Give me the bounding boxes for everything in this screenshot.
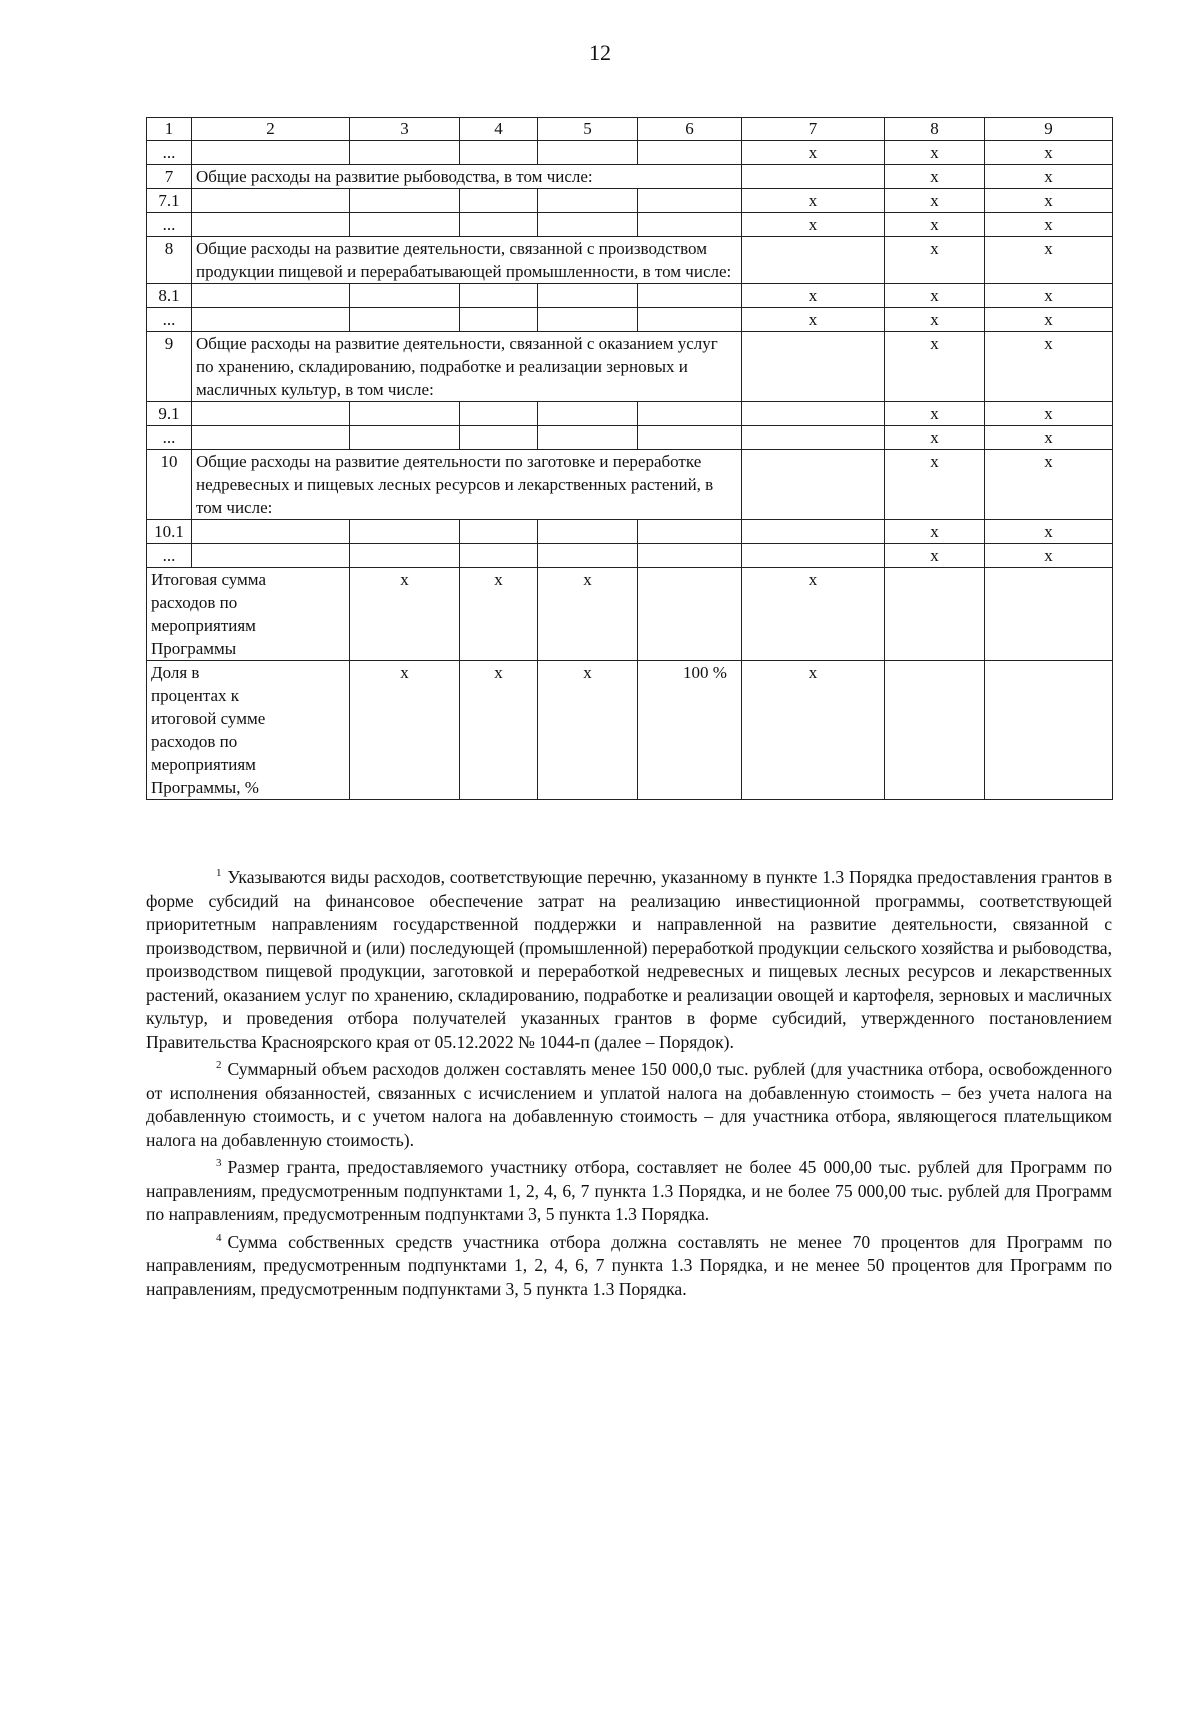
- header-cell-9: 9: [985, 118, 1113, 141]
- cell-col-8: [885, 661, 985, 800]
- cell-col-2: [192, 520, 350, 544]
- cell-col-3: x: [350, 568, 460, 661]
- cell-col-3: [350, 544, 460, 568]
- table-row: [147, 165, 1113, 189]
- table-header-row: [147, 118, 1113, 141]
- cell-col-4: x: [460, 568, 538, 661]
- row-number-cell: 10.1: [147, 520, 192, 544]
- cell-col-6: [638, 426, 742, 450]
- cell-col-7: [742, 332, 885, 402]
- row-number-cell: 9: [147, 332, 192, 402]
- cell-col-4: [460, 308, 538, 332]
- footnote-text: Сумма собственных средств участника отбора должна составлять не менее 70 процентов для Программ по направлениям, предусмотренным подпунктами 1, 2, 4, 6, 7 пункта 1.3 Порядка, и не менее 50 процентов для Программ по направлениям, предусмотренным подпунктами 3, 5 пункта 1.3 Порядка.: [146, 1231, 1112, 1299]
- cell-col-6: [638, 520, 742, 544]
- cell-col-5: x: [538, 661, 638, 800]
- cell-col-6: [638, 568, 742, 661]
- cell-col-8: x: [885, 237, 985, 284]
- cell-col-2: [192, 402, 350, 426]
- cell-col-7: x: [742, 189, 885, 213]
- cell-col-3: [350, 284, 460, 308]
- cell-col-5: [538, 544, 638, 568]
- cell-col-4: [460, 544, 538, 568]
- cell-col-4: [460, 426, 538, 450]
- cell-col-9: x: [985, 284, 1113, 308]
- cell-col-3: [350, 402, 460, 426]
- cell-col-5: [538, 213, 638, 237]
- cell-col-9: x: [985, 237, 1113, 284]
- cell-col-8: x: [885, 141, 985, 165]
- table-row: [147, 308, 1113, 332]
- cell-col-7: [742, 237, 885, 284]
- cell-col-3: [350, 426, 460, 450]
- footnote: [146, 862, 1112, 1054]
- cell-col-7: [742, 520, 885, 544]
- header-cell-7: 7: [742, 118, 885, 141]
- cell-col-9: x: [985, 402, 1113, 426]
- footnote-text: Размер гранта, предоставляемого участнику отбора, составляет не более 45 000,00 тыс. рублей для Программ по направлениям, предусмотренным подпунктами 1, 2, 4, 6, 7 пункта 1.3 Порядка, и не более 75 000,00 тыс. рублей для Программ по направлениям, предусмотренным подпунктами 3, 5 пункта 1.3 Порядка.: [146, 1157, 1112, 1224]
- cell-col-8: [885, 568, 985, 661]
- cell-col-4: [460, 141, 538, 165]
- cell-col-8: x: [885, 450, 985, 520]
- cell-col-8: x: [885, 213, 985, 237]
- cell-col-5: [538, 402, 638, 426]
- cell-col-2: [192, 308, 350, 332]
- row-description-cell: Общие расходы на развитие деятельности, связанной с оказанием услуг по хранению, складированию, подработке и реализации зерновых и масличных культур, в том числе:: [192, 332, 742, 402]
- row-description-cell: Общие расходы на развитие деятельности, связанной с производством продукции пищевой и перерабатывающей промышленности, в том числе:: [192, 237, 742, 284]
- cell-col-9: x: [985, 141, 1113, 165]
- footnote: [146, 1227, 1112, 1302]
- footnote-text: Указываются виды расходов, соответствующие перечню, указанному в пункте 1.3 Порядка предоставления грантов в форме субсидий на финансовое обеспечение затрат на реализацию инвестиционной программы, соответствующей приоритетным направлениям государственной поддержки и направленной на развитие деятельности, связанной с производством, первичной и (или) последующей (промышленной) переработкой продукции сельского хозяйства и рыбоводства, производством пищевой продукции, заготовкой и переработкой недревесных и пищевых лесных ресурсов и лекарственных растений, оказанием услуг по хранению, складированию, подработке и реализации овощей и картофеля, зерновых и масличных культур, и проведения отбора получателей указанных грантов в форме субсидий, утвержденного постановлением Правительства Красноярского края от 05.12.2022 № 1044-п (далее – Порядок).: [146, 867, 1112, 1052]
- header-cell-3: 3: [350, 118, 460, 141]
- cell-col-3: x: [350, 661, 460, 800]
- row-description-cell: Общие расходы на развитие деятельности по заготовке и переработке недревесных и пищевых лесных ресурсов и лекарственных растений, в том числе:: [192, 450, 742, 520]
- cell-col-8: x: [885, 520, 985, 544]
- row-number-cell: ...: [147, 308, 192, 332]
- cell-col-7: x: [742, 568, 885, 661]
- cell-col-4: [460, 213, 538, 237]
- footnotes: [146, 862, 1112, 1301]
- cell-col-9: x: [985, 426, 1113, 450]
- cell-col-3: [350, 141, 460, 165]
- cell-col-5: [538, 189, 638, 213]
- cell-col-3: [350, 213, 460, 237]
- cell-col-5: x: [538, 568, 638, 661]
- cell-col-8: x: [885, 426, 985, 450]
- table-row: [147, 332, 1113, 402]
- footnote-mark: 1: [216, 867, 222, 879]
- table-row: [147, 520, 1113, 544]
- share-row: [147, 661, 1113, 800]
- cell-col-7: x: [742, 284, 885, 308]
- cell-col-9: x: [985, 165, 1113, 189]
- row-number-cell: ...: [147, 141, 192, 165]
- cell-col-4: [460, 402, 538, 426]
- cell-col-7: [742, 426, 885, 450]
- row-number-cell: ...: [147, 544, 192, 568]
- cell-col-7: [742, 450, 885, 520]
- cell-col-8: x: [885, 165, 985, 189]
- cell-col-7: [742, 165, 885, 189]
- cell-col-8: x: [885, 332, 985, 402]
- cell-col-2: [192, 189, 350, 213]
- cell-col-6: [638, 544, 742, 568]
- row-number-cell: ...: [147, 426, 192, 450]
- header-cell-8: 8: [885, 118, 985, 141]
- cell-col-6: [638, 213, 742, 237]
- row-description-cell: Общие расходы на развитие рыбоводства, в том числе:: [192, 165, 742, 189]
- header-cell-5: 5: [538, 118, 638, 141]
- table-row: [147, 141, 1113, 165]
- cell-col-7: [742, 544, 885, 568]
- cell-col-9: [985, 661, 1113, 800]
- table-row: [147, 237, 1113, 284]
- total-row: [147, 568, 1113, 661]
- cell-col-2: [192, 544, 350, 568]
- cell-col-8: x: [885, 544, 985, 568]
- row-number-cell: 7: [147, 165, 192, 189]
- cell-col-6: [638, 141, 742, 165]
- cell-col-6: [638, 284, 742, 308]
- cell-col-9: x: [985, 520, 1113, 544]
- footnote: [146, 1152, 1112, 1227]
- table-row: [147, 213, 1113, 237]
- cell-col-3: [350, 308, 460, 332]
- cell-col-8: x: [885, 189, 985, 213]
- cell-col-9: x: [985, 213, 1113, 237]
- row-number-cell: 10: [147, 450, 192, 520]
- cell-col-7: [742, 402, 885, 426]
- footnote-mark: 4: [216, 1231, 222, 1244]
- cell-col-9: x: [985, 450, 1113, 520]
- cell-col-4: [460, 189, 538, 213]
- cell-col-9: x: [985, 308, 1113, 332]
- cell-col-7: x: [742, 141, 885, 165]
- cell-col-9: x: [985, 332, 1113, 402]
- row-number-cell: 8.1: [147, 284, 192, 308]
- table-row: [147, 284, 1113, 308]
- row-number-cell: 8: [147, 237, 192, 284]
- cell-col-9: x: [985, 544, 1113, 568]
- cell-col-9: x: [985, 189, 1113, 213]
- cell-col-4: x: [460, 661, 538, 800]
- table-row: [147, 544, 1113, 568]
- cell-col-7: x: [742, 661, 885, 800]
- table-row: [147, 426, 1113, 450]
- footnote: [146, 1054, 1112, 1152]
- cell-col-9: [985, 568, 1113, 661]
- cell-col-2: [192, 284, 350, 308]
- cell-col-5: [538, 520, 638, 544]
- cell-col-6: [638, 308, 742, 332]
- cell-col-8: x: [885, 402, 985, 426]
- cell-col-5: [538, 308, 638, 332]
- share-row-label: Доля в процентах к итоговой сумме расходов по мероприятиям Программы, %: [147, 661, 350, 800]
- row-number-cell: 7.1: [147, 189, 192, 213]
- table-body: [147, 118, 1113, 800]
- table-row: [147, 402, 1113, 426]
- header-cell-2: 2: [192, 118, 350, 141]
- cell-col-2: [192, 213, 350, 237]
- cell-col-7: x: [742, 308, 885, 332]
- cell-col-5: [538, 141, 638, 165]
- cell-col-3: [350, 189, 460, 213]
- row-number-cell: ...: [147, 213, 192, 237]
- cell-col-8: x: [885, 284, 985, 308]
- table-row: [147, 450, 1113, 520]
- page-number: 12: [589, 40, 611, 65]
- footnote-mark: 3: [216, 1157, 222, 1169]
- cell-col-5: [538, 284, 638, 308]
- cell-col-6: 100 %: [638, 661, 742, 800]
- footnote-text: Суммарный объем расходов должен составлять менее 150 000,0 тыс. рублей (для участника отбора, освобожденного от исполнения обязанностей, связанных с исчислением и уплатой налога на добавленную стоимость – без учета налога на добавленную стоимость, и с учетом налога на добавленную стоимость – для участника отбора, являющегося плательщиком налога на добавленную стоимость).: [146, 1059, 1112, 1150]
- header-cell-4: 4: [460, 118, 538, 141]
- footnote-mark: 2: [216, 1059, 222, 1071]
- row-number-cell: 9.1: [147, 402, 192, 426]
- cell-col-8: x: [885, 308, 985, 332]
- cell-col-6: [638, 189, 742, 213]
- expenses-table: [146, 117, 1113, 800]
- cell-col-2: [192, 141, 350, 165]
- header-cell-1: 1: [147, 118, 192, 141]
- cell-col-5: [538, 426, 638, 450]
- total-row-label: Итоговая сумма расходов по мероприятиям Программы: [147, 568, 350, 661]
- table-row: [147, 189, 1113, 213]
- cell-col-6: [638, 402, 742, 426]
- cell-col-7: x: [742, 213, 885, 237]
- cell-col-2: [192, 426, 350, 450]
- cell-col-3: [350, 520, 460, 544]
- cell-col-4: [460, 284, 538, 308]
- header-cell-6: 6: [638, 118, 742, 141]
- cell-col-4: [460, 520, 538, 544]
